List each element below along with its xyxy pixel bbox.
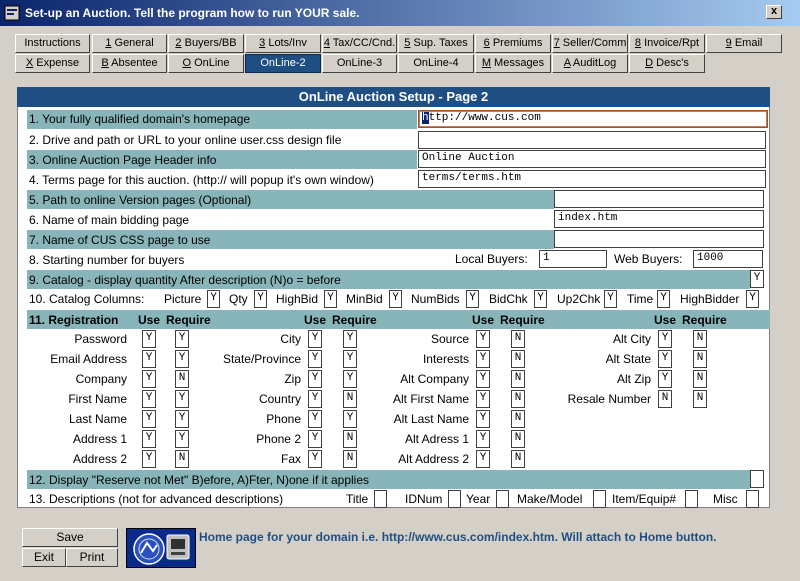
field13-label: 13. Descriptions (not for advanced descriptions) — [29, 492, 284, 506]
registration-field-label: Alt Last Name — [393, 412, 469, 426]
registration-field-label: City — [280, 332, 301, 346]
header-info-input[interactable]: Online Auction — [418, 150, 766, 168]
registration-use-field[interactable]: Y — [476, 430, 490, 448]
registration-use-field[interactable]: Y — [142, 450, 156, 468]
help-text: Home page for your domain i.e. http://www.cus.com/index.htm. Will attach to Home button. — [199, 530, 717, 544]
catalog-col-label: Time — [627, 292, 654, 306]
tab-r1-4[interactable]: 4 Tax/CC/Cnd. — [322, 34, 397, 53]
app-icon — [4, 5, 20, 21]
tab-r2-8[interactable]: D Desc's — [629, 54, 705, 73]
registration-require-field[interactable]: Y — [175, 330, 189, 348]
registration-use-field[interactable]: Y — [476, 370, 490, 388]
registration-use-field[interactable]: Y — [658, 350, 672, 368]
homepage-input[interactable]: http://www.cus.com — [418, 110, 768, 128]
save-button[interactable]: Save — [22, 528, 118, 547]
web-buyers-input[interactable]: 1000 — [693, 250, 763, 268]
registration-require-field[interactable]: N — [511, 390, 525, 408]
catalog-col-label: MinBid — [346, 292, 383, 306]
registration-field-label: Alt State — [605, 352, 651, 366]
desc-col-label: Item/Equip# — [612, 492, 677, 506]
registration-use-field[interactable]: Y — [476, 330, 490, 348]
version-path-input[interactable] — [554, 190, 764, 208]
registration-field-label: Password — [74, 332, 127, 346]
tab-r1-9[interactable]: 9 Email — [706, 34, 782, 53]
registration-use-field[interactable]: Y — [142, 410, 156, 428]
tab-r2-4[interactable]: OnLine-3 — [322, 54, 397, 73]
registration-field-label: Address 1 — [72, 432, 127, 446]
registration-require-field[interactable]: N — [343, 450, 357, 468]
use-header: Use — [472, 313, 495, 327]
desc-col-label: Misc — [713, 492, 738, 506]
tab-r2-3[interactable]: OnLine-2 — [245, 54, 321, 73]
catalog-col-label: HighBidder — [680, 292, 740, 306]
field3-label: 3. Online Auction Page Header info — [29, 153, 217, 167]
desc-col-field[interactable] — [448, 490, 461, 508]
field2-label: 2. Drive and path or URL to your online user.css design file — [29, 133, 342, 147]
catalog-col-field[interactable]: Y — [207, 290, 220, 308]
registration-field-label: Country — [258, 392, 301, 406]
tab-r2-6[interactable]: M Messages — [475, 54, 551, 73]
tab-r1-8[interactable]: 8 Invoice/Rpt — [629, 34, 705, 53]
registration-field-label: Fax — [280, 452, 301, 466]
registration-require-field[interactable]: N — [511, 350, 525, 368]
catalog-col-field[interactable]: Y — [254, 290, 267, 308]
window-title: Set-up an Auction. Tell the program how to run YOUR sale. — [25, 6, 360, 20]
registration-require-field[interactable]: N — [511, 370, 525, 388]
registration-require-field[interactable]: N — [693, 370, 707, 388]
close-button[interactable] — [766, 5, 782, 19]
catalog-col-field[interactable]: Y — [324, 290, 337, 308]
registration-use-field[interactable]: Y — [308, 330, 322, 348]
registration-require-field[interactable]: Y — [343, 370, 357, 388]
registration-require-field[interactable]: N — [511, 330, 525, 348]
registration-use-field[interactable]: N — [658, 390, 672, 408]
registration-field-label: Address 2 — [72, 452, 127, 466]
registration-field-label: Alt Zip — [616, 372, 651, 386]
field12-label: 12. Display "Reserve not Met" B)efore, A)Fter, N)one if it applies — [29, 473, 369, 487]
field4-label: 4. Terms page for this auction. (http:// will popup it's own window) — [29, 173, 374, 187]
css-path-input[interactable] — [418, 131, 766, 149]
bidding-page-input[interactable]: index.htm — [554, 210, 764, 228]
registration-use-field[interactable]: Y — [308, 410, 322, 428]
terms-page-input[interactable]: terms/terms.htm — [418, 170, 766, 188]
page-title: OnLine Auction Setup - Page 2 — [17, 87, 770, 107]
qty-after-desc-field[interactable]: Y — [750, 270, 764, 288]
registration-use-field[interactable]: Y — [476, 350, 490, 368]
registration-require-field[interactable]: Y — [343, 330, 357, 348]
registration-use-field[interactable]: Y — [142, 330, 156, 348]
print-button[interactable]: Print — [66, 548, 118, 567]
registration-field-label: Phone — [266, 412, 301, 426]
tab-r2-5[interactable]: OnLine-4 — [398, 54, 474, 73]
registration-field-label: Source — [430, 332, 469, 346]
desc-col-field[interactable] — [374, 490, 387, 508]
require-header: Require — [682, 313, 727, 327]
registration-use-field[interactable]: Y — [658, 330, 672, 348]
registration-require-field[interactable]: N — [343, 430, 357, 448]
registration-title: 11. Registration — [29, 313, 119, 327]
registration-use-field[interactable]: Y — [308, 350, 322, 368]
tab-r2-7[interactable]: A AuditLog — [552, 54, 628, 73]
registration-field-label: Phone 2 — [256, 432, 301, 446]
tab-r1-5[interactable]: 5 Sup. Taxes — [398, 34, 474, 53]
registration-require-field[interactable]: Y — [175, 430, 189, 448]
catalog-col-field[interactable]: Y — [746, 290, 759, 308]
registration-field-label: First Name — [68, 392, 127, 406]
field7-label: 7. Name of CUS CSS page to use — [29, 233, 211, 247]
tab-r1-1[interactable]: 1 General — [92, 34, 167, 53]
field8-label: 8. Starting number for buyers — [29, 253, 185, 267]
registration-use-field[interactable]: Y — [308, 370, 322, 388]
catalog-col-field[interactable]: Y — [466, 290, 479, 308]
catalog-col-label: BidChk — [489, 292, 528, 306]
catalog-col-field[interactable]: Y — [389, 290, 402, 308]
desc-col-field[interactable] — [496, 490, 509, 508]
registration-require-field[interactable]: Y — [343, 410, 357, 428]
registration-use-field[interactable]: Y — [658, 370, 672, 388]
tab-r1-7[interactable]: 7 Seller/Comm — [552, 34, 628, 53]
local-buyers-input[interactable]: 1 — [539, 250, 607, 268]
registration-require-field[interactable]: N — [175, 450, 189, 468]
catalog-col-label: Picture — [164, 292, 202, 306]
registration-require-field[interactable]: N — [693, 350, 707, 368]
field6-label: 6. Name of main bidding page — [29, 213, 190, 227]
web-buyers-label: Web Buyers: — [614, 252, 683, 266]
field10-label: 10. Catalog Columns: — [29, 292, 145, 306]
registration-field-label: Company — [75, 372, 127, 386]
registration-require-field[interactable]: N — [343, 390, 357, 408]
registration-use-field[interactable]: Y — [308, 390, 322, 408]
registration-require-field[interactable]: Y — [175, 350, 189, 368]
registration-require-field[interactable]: Y — [175, 410, 189, 428]
tab-r1-3[interactable]: 3 Lots/Inv — [245, 34, 321, 53]
close-icon: x — [770, 5, 778, 17]
use-header: Use — [654, 313, 677, 327]
registration-require-field[interactable]: N — [175, 370, 189, 388]
registration-require-field[interactable]: N — [511, 430, 525, 448]
field5-label: 5. Path to online Version pages (Optional) — [29, 193, 252, 207]
registration-require-field[interactable]: N — [511, 450, 525, 468]
catalog-col-label: Qty — [229, 292, 248, 306]
desc-col-field[interactable] — [685, 490, 698, 508]
tab-r2-2[interactable]: O OnLine — [168, 54, 244, 73]
cus-css-input[interactable] — [554, 230, 764, 248]
registration-use-field[interactable]: Y — [308, 450, 322, 468]
require-header: Require — [332, 313, 377, 327]
tab-r2-0[interactable]: X Expense — [15, 54, 90, 73]
registration-field-label: Alt Company — [400, 372, 469, 386]
registration-require-field[interactable]: Y — [175, 390, 189, 408]
catalog-col-label: HighBid — [276, 292, 319, 306]
registration-field-label: State/Province — [222, 352, 301, 366]
registration-field-label: Alt Address 2 — [398, 452, 469, 466]
registration-field-label: Alt City — [612, 332, 651, 346]
registration-field-label: Alt First Name — [392, 392, 469, 406]
registration-use-field[interactable]: Y — [142, 390, 156, 408]
registration-field-label: Resale Number — [567, 392, 651, 406]
cus-logo-image — [127, 529, 195, 567]
registration-field-label: Alt Adress 1 — [404, 432, 469, 446]
catalog-col-field[interactable]: Y — [604, 290, 617, 308]
catalog-col-label: Up2Chk — [557, 292, 601, 306]
catalog-col-field[interactable]: Y — [534, 290, 547, 308]
registration-use-field[interactable]: Y — [142, 430, 156, 448]
require-header: Require — [166, 313, 211, 327]
tab-r2-1[interactable]: B Absentee — [92, 54, 167, 73]
exit-button[interactable]: Exit — [22, 548, 66, 567]
registration-field-label: Email Address — [50, 352, 127, 366]
local-buyers-label: Local Buyers: — [455, 252, 528, 266]
desc-col-label: IDNum — [405, 492, 443, 506]
title-bar — [0, 0, 800, 26]
registration-use-field[interactable]: Y — [476, 390, 490, 408]
use-header: Use — [138, 313, 161, 327]
tab-r1-0[interactable]: Instructions — [15, 34, 90, 53]
field9-label: 9. Catalog - display quantity After description (N)o = before — [29, 273, 341, 287]
registration-require-field[interactable]: N — [693, 390, 707, 408]
use-header: Use — [304, 313, 327, 327]
registration-use-field[interactable]: Y — [476, 410, 490, 428]
registration-use-field[interactable]: Y — [476, 450, 490, 468]
registration-field-label: Interests — [422, 352, 469, 366]
registration-require-field[interactable]: N — [511, 410, 525, 428]
desc-col-label: Make/Model — [517, 492, 583, 506]
desc-col-label: Title — [346, 492, 369, 506]
registration-use-field[interactable]: Y — [142, 350, 156, 368]
catalog-col-label: NumBids — [411, 292, 460, 306]
cus-logo — [126, 528, 196, 568]
registration-use-field[interactable]: Y — [142, 370, 156, 388]
registration-require-field[interactable]: N — [693, 330, 707, 348]
desc-col-label: Year — [466, 492, 491, 506]
registration-field-label: Last Name — [68, 412, 127, 426]
registration-require-field[interactable]: Y — [343, 350, 357, 368]
field1-label: 1. Your fully qualified domain's homepage — [29, 112, 251, 126]
desc-col-field[interactable] — [746, 490, 759, 508]
tab-r1-6[interactable]: 6 Premiums — [475, 34, 551, 53]
catalog-col-field[interactable]: Y — [657, 290, 670, 308]
require-header: Require — [500, 313, 545, 327]
registration-field-label: Zip — [284, 372, 301, 386]
desc-col-field[interactable] — [593, 490, 606, 508]
tab-r1-2[interactable]: 2 Buyers/BB — [168, 34, 244, 53]
reserve-display-field[interactable] — [750, 470, 764, 488]
registration-use-field[interactable]: Y — [308, 430, 322, 448]
